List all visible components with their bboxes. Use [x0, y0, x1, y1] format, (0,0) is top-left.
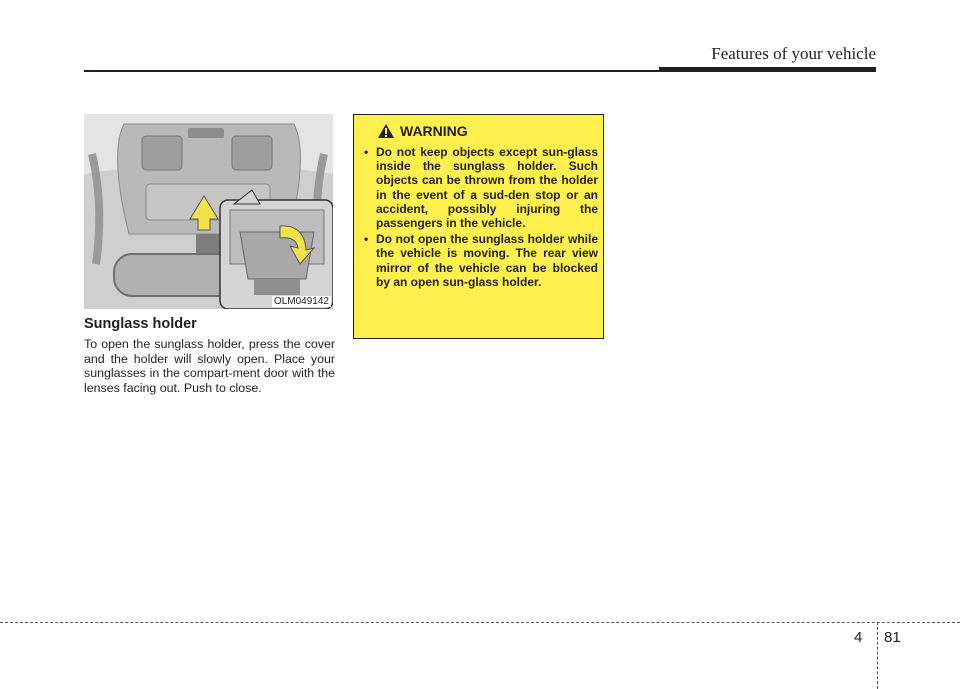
- bullet: •: [364, 145, 369, 159]
- warning-list: [362, 145, 598, 289]
- figure-code: OLM049142: [273, 296, 329, 307]
- warning-header: [378, 123, 598, 139]
- warning-item-text: Do not open the sunglass holder while the vehicle is moving. The rear view mirror of the vehicle can be blocked by an open sun-glass holder.: [376, 232, 598, 289]
- page-number: 81: [884, 629, 901, 646]
- section-body: To open the sunglass holder, press the cover and the holder will slowly open. Place your sunglasses in the compart-ment door with the lenses facing out. Push to close.: [84, 337, 335, 395]
- overhead-console-drawing: [84, 114, 333, 309]
- warning-item: [362, 232, 598, 289]
- bullet: •: [364, 232, 369, 247]
- warning-item-text: Do not keep objects except sun-glass inside the sunglass holder. Such objects can be thrown from the holder in the event of a sud-den stop or an accident, possibly injuring the passengers in the vehicle.: [376, 145, 598, 231]
- warning-box: [353, 114, 604, 339]
- warning-item: [362, 145, 598, 230]
- footer-divider: [877, 622, 878, 689]
- warning-title: WARNING: [400, 123, 468, 139]
- section-title: Sunglass holder: [84, 316, 197, 332]
- header-rule-accent: [659, 67, 876, 72]
- footer-rule: [0, 622, 960, 623]
- warning-triangle-icon: [378, 124, 394, 138]
- sunglass-holder-illustration: [84, 114, 333, 309]
- page-header-title: Features of your vehicle: [711, 44, 876, 63]
- chapter-number: 4: [854, 629, 863, 646]
